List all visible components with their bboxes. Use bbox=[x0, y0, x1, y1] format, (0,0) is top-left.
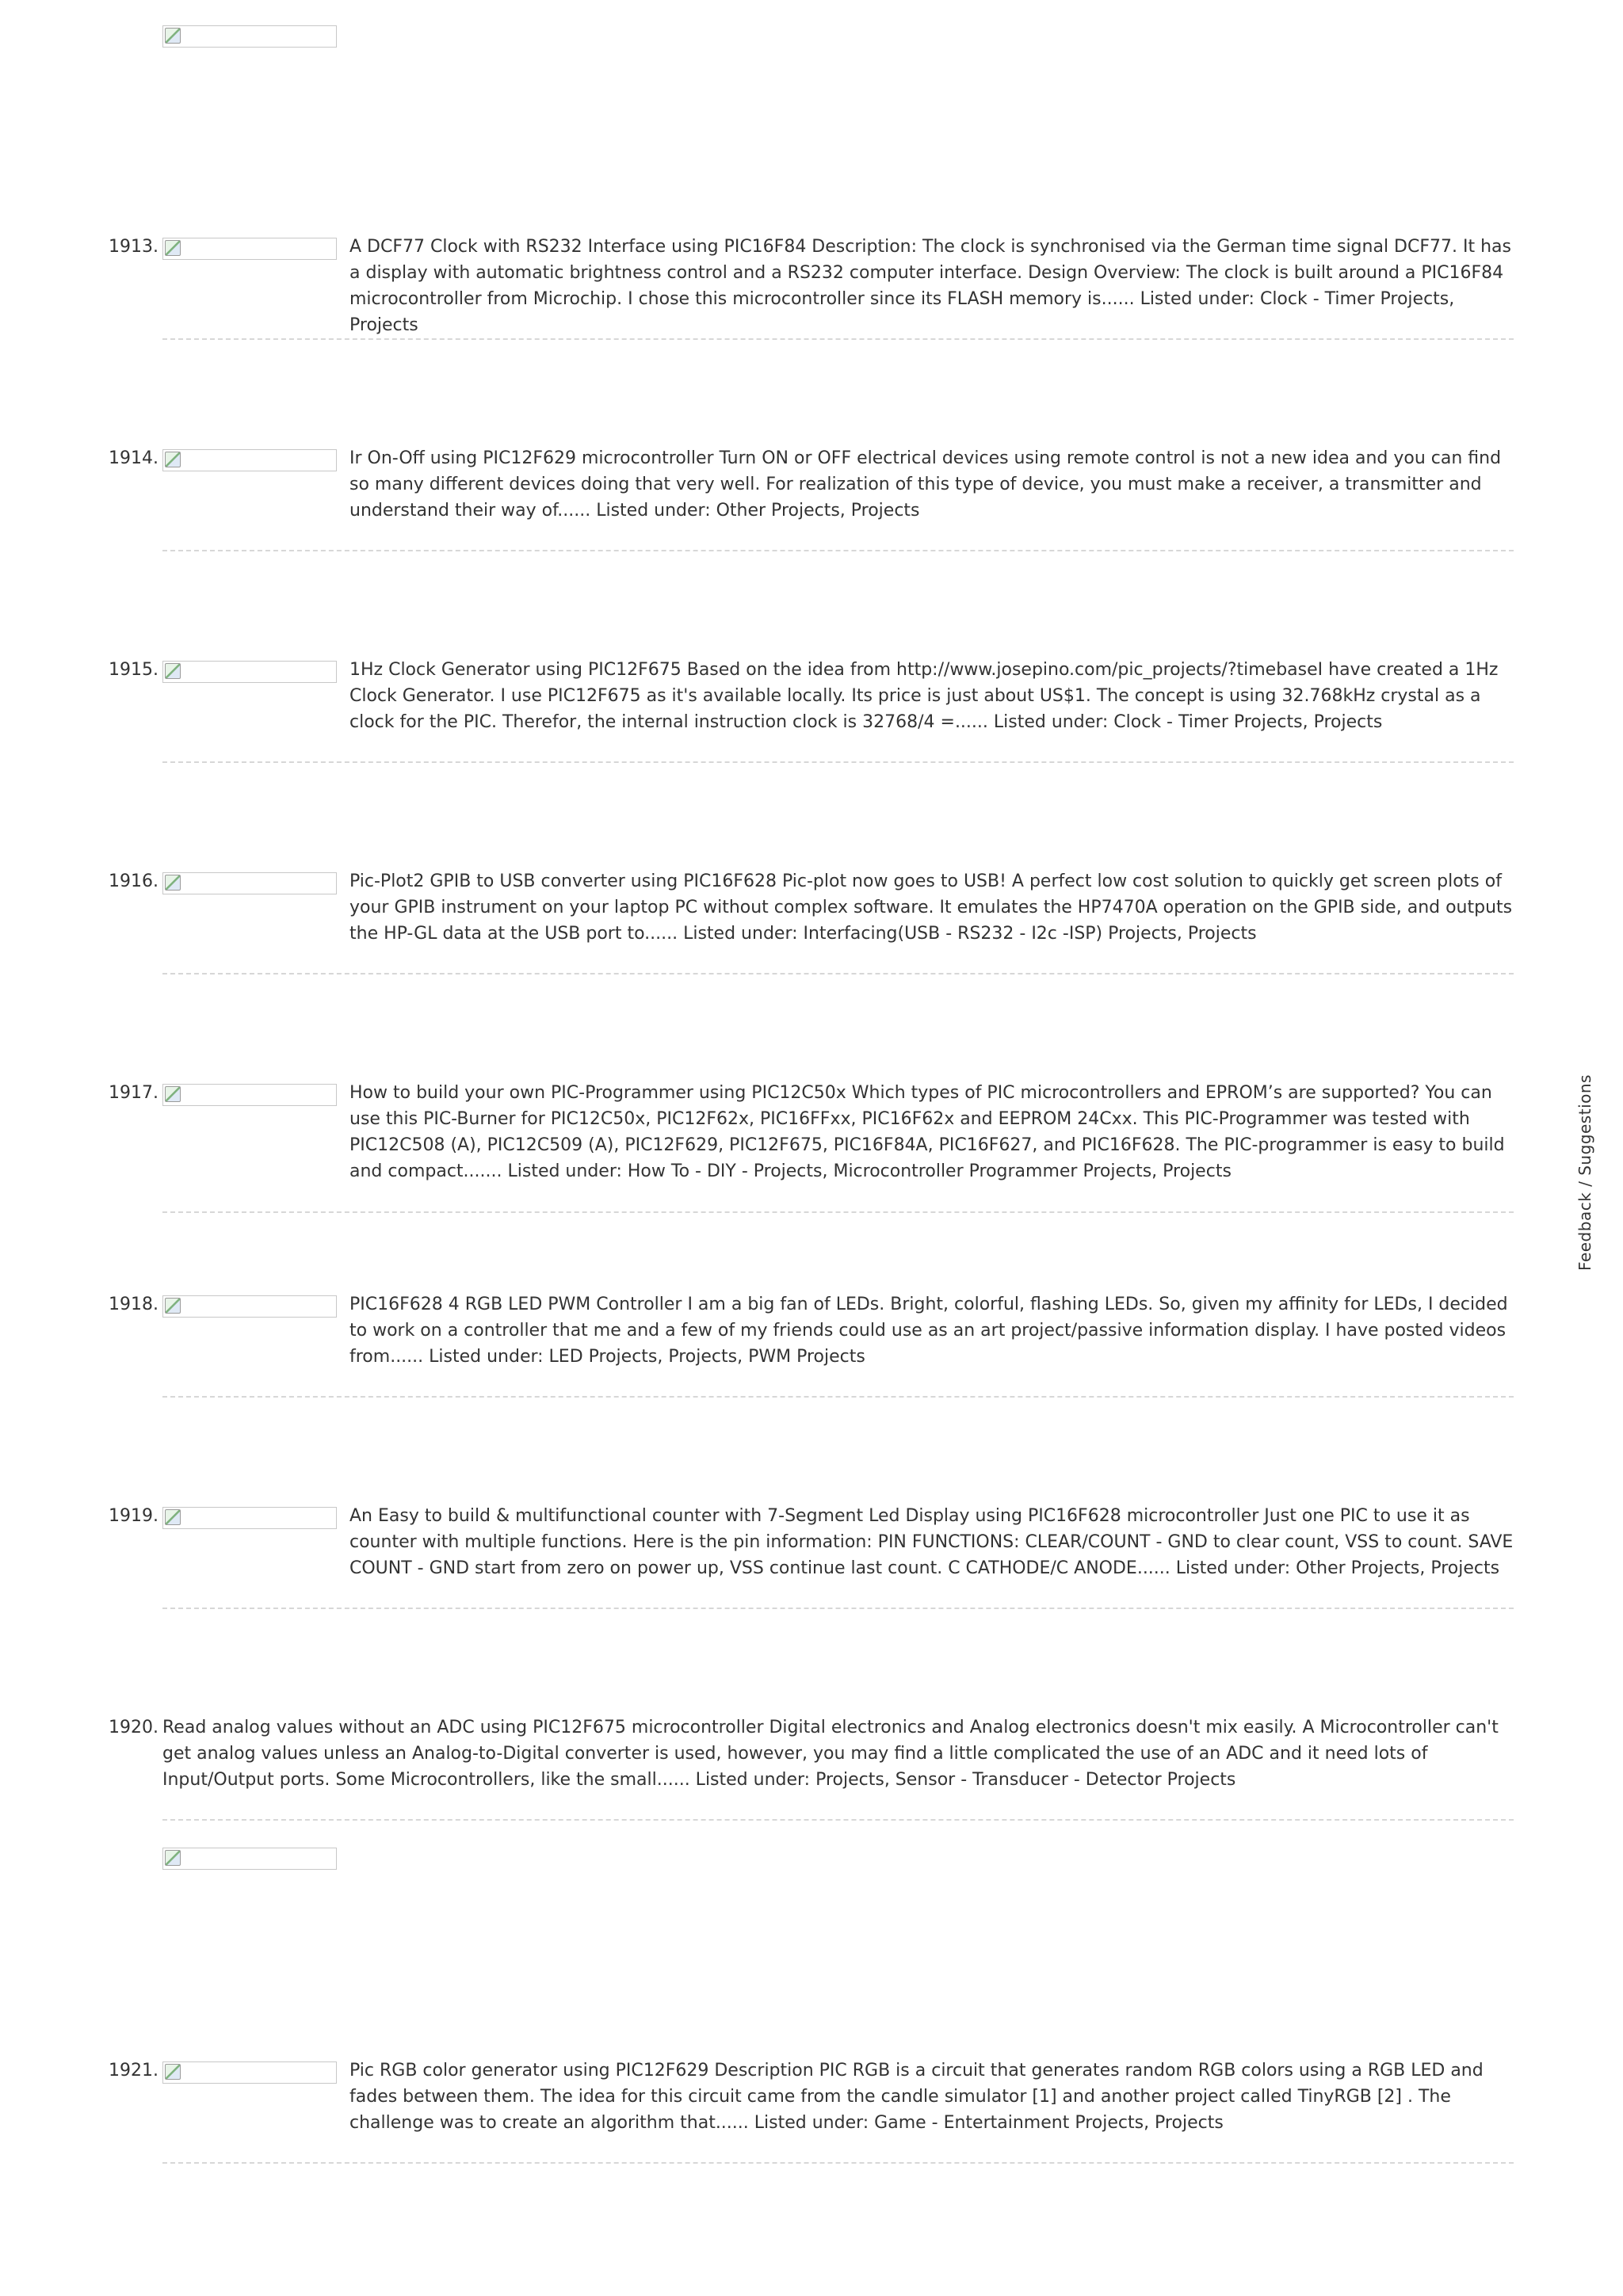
project-description: Read analog values without an ADC using PIC12F675 microcontroller Digital electronics and Analog electronics doesn't mix easily. A Microcontroller can't get analog values unless an Analog-to-Digital converter is used, however, you may find a little complicated the use of an ADC and it need lots of Input/Output ports. Some Microcontrollers, like the small...... Listed under: Projects, Sensor - Transducer - Detector Projects bbox=[162, 1718, 1499, 1790]
list-item-number: 1920. bbox=[109, 1718, 158, 1737]
broken-image-icon bbox=[162, 1848, 337, 1870]
project-description: Pic RGB color generator using PIC12F629 Description PIC RGB is a circuit that generates random RGB colors using a RGB LED and fades between them. The idea for this circuit came from the candle simulator [1] and another project called TinyRGB [2] . The challenge was to create an algorithm that...... Listed under: Game - Entertainment Projects, Projects bbox=[349, 2061, 1484, 2133]
list-item-number: 1916. bbox=[109, 871, 158, 891]
project-description: How to build your own PIC-Programmer using PIC12C50x Which types of PIC microcontrollers and EPROM’s are supported? You can use this PIC-Burner for PIC12C50x, PIC12F62x, PIC16FFxx, PIC16F62x and EEPROM 24Cxx. This PIC-Programmer was tested with PIC12C508 (A), PIC12C509 (A), PIC12F629, PIC12F675, PIC16F84A, PIC16F627, and PIC16F628. The PIC-programmer is easy to build and compact....... Listed under: How To - DIY - Projects, Microcontroller Programmer Projects, Projects bbox=[349, 1083, 1505, 1181]
divider bbox=[162, 1819, 1514, 1821]
project-description: Ir On-Off using PIC12F629 microcontroller Turn ON or OFF electrical devices using remote control is not a new idea and you can find so many different devices doing that very well. For realization of this type of device, you must make a receiver, a transmitter and understand their way of...... Listed under: Other Projects, Projects bbox=[349, 448, 1502, 521]
divider bbox=[162, 1396, 1514, 1398]
list-item-number: 1913. bbox=[109, 237, 158, 257]
divider bbox=[162, 761, 1514, 763]
list-item-number: 1914. bbox=[109, 448, 158, 468]
divider bbox=[162, 973, 1514, 974]
list-item-number: 1918. bbox=[109, 1295, 158, 1314]
project-thumbnail-link[interactable] bbox=[162, 238, 337, 260]
project-thumbnail-link[interactable] bbox=[162, 1507, 337, 1529]
divider bbox=[162, 1211, 1514, 1213]
project-thumbnail-link[interactable] bbox=[162, 1084, 337, 1106]
list-item-number: 1921. bbox=[109, 2061, 158, 2081]
divider bbox=[162, 1608, 1514, 1609]
list-item-number: 1919. bbox=[109, 1506, 158, 1526]
project-description: An Easy to build & multifunctional counter with 7-Segment Led Display using PIC16F628 microcontroller Just one PIC to use it as counter with multiple functions. Here is the pin information: PIN FUNCTIONS: CLEAR/COUNT - GND to clear count, VSS to count. SAVE COUNT - GND start from zero on power up, VSS continue last count. C CATHODE/C ANODE...... Listed under: Other Projects, Projects bbox=[349, 1506, 1514, 1578]
feedback-suggestions-tab[interactable] bbox=[1571, 1074, 1599, 1271]
list-item-number: 1915. bbox=[109, 660, 158, 680]
divider bbox=[162, 550, 1514, 551]
project-description: Pic-Plot2 GPIB to USB converter using PIC16F628 Pic-plot now goes to USB! A perfect low cost solution to quickly get screen plots of your GPIB instrument on your laptop PC without complex software. It emulates the HP7470A operation on the GPIB side, and outputs the HP-GL data at the USB port to...... Listed under: Interfacing(USB - RS232 - I2c -ISP) Projects, Projects bbox=[349, 871, 1513, 944]
divider bbox=[162, 338, 1514, 340]
project-thumbnail-link[interactable] bbox=[162, 449, 337, 471]
feedback-tab-label: Feedback / Suggestions bbox=[1575, 1074, 1594, 1271]
broken-image-icon bbox=[162, 25, 337, 48]
project-thumbnail-link[interactable] bbox=[162, 872, 337, 894]
project-thumbnail-link[interactable] bbox=[162, 1295, 337, 1318]
project-description: PIC16F628 4 RGB LED PWM Controller I am a big fan of LEDs. Bright, colorful, flashing LEDs. So, given my affinity for LEDs, I decided to work on a controller that me and a few of my friends could use as an art project/passive information display. I have posted videos from...... Listed under: LED Projects, Projects, PWM Projects bbox=[349, 1295, 1508, 1367]
project-description: A DCF77 Clock with RS232 Interface using PIC16F84 Description: The clock is synchronised via the German time signal DCF77. It has a display with automatic brightness control and a RS232 computer interface. Design Overview: The clock is built around a PIC16F84 microcontroller from Microchip. I chose this microcontroller since its FLASH memory is...... Listed under: Clock - Timer Projects, Projects bbox=[349, 237, 1511, 335]
divider bbox=[162, 2162, 1514, 2164]
list-item-number: 1917. bbox=[109, 1083, 158, 1103]
project-thumbnail-link[interactable] bbox=[162, 2061, 337, 2084]
project-thumbnail-link[interactable] bbox=[162, 661, 337, 683]
project-description: 1Hz Clock Generator using PIC12F675 Based on the idea from http://www.josepino.com/pic_projects/?timebaseI have created a 1Hz Clock Generator. I use PIC12F675 as it's available locally. Its price is just about US$1. The concept is using 32.768kHz crystal as a clock for the PIC. Therefor, the internal instruction clock is 32768/4 =...... Listed under: Clock - Timer Projects, Projects bbox=[349, 660, 1499, 732]
